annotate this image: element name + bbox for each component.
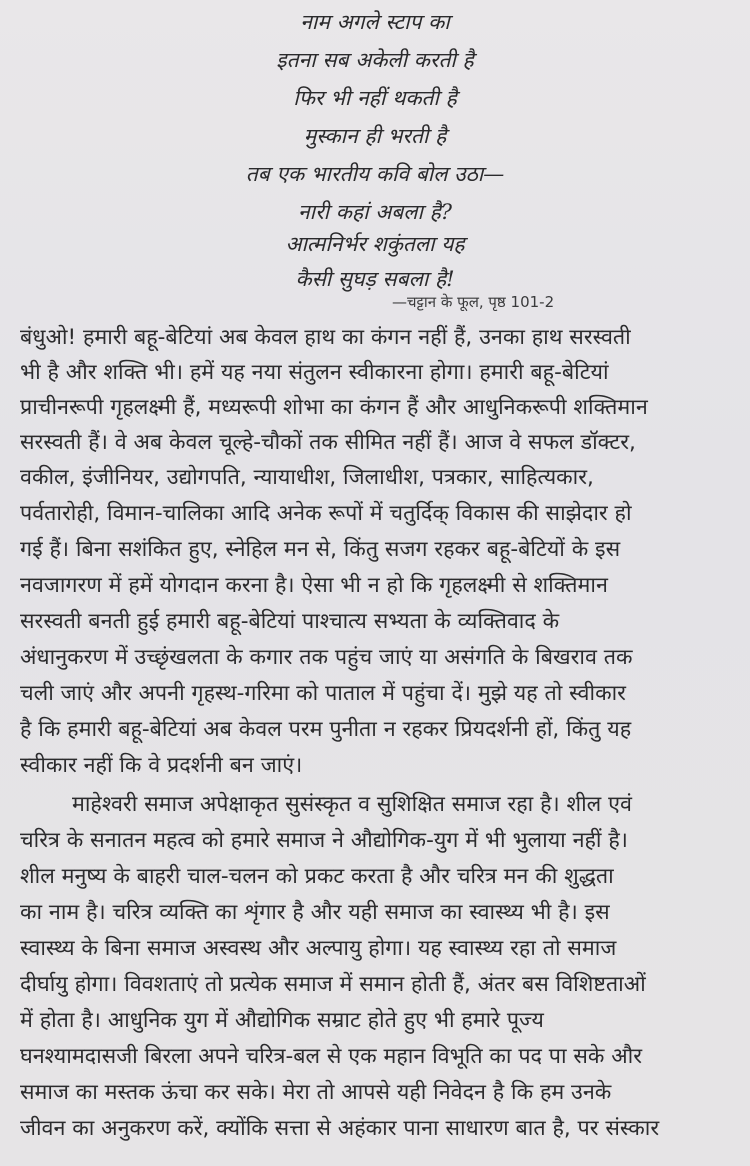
paragraph-line: माहेश्वरी समाज अपेक्षाकृत सुसंस्कृत व सुशिक्षित समाज रहा है। शील एवं — [72, 792, 632, 817]
paragraph-line: चरित्र के सनातन महत्व को हमारे समाज ने औद्योगिक-युग में भी भुलाया नहीं है। — [20, 828, 628, 853]
paragraph-line: प्राचीनरूपी गृहलक्ष्मी हैं, मध्यरूपी शोभा का कंगन हैं और आधुनिकरूपी शक्तिमान — [20, 395, 648, 420]
poem-line: नारी कहां अबला है? — [298, 200, 452, 224]
paragraph-line: अंधानुकरण में उच्छृंखलता के कगार तक पहुंच जाएं या असंगति के बिखराव तक — [20, 645, 633, 670]
paragraph-line: गई हैं। बिना सशंकित हुए, स्नेहिल मन से, किंतु सजग रहकर बहू-बेटियों के इस — [20, 537, 621, 562]
paragraph-line: नवजागरण में हमें योगदान करना है। ऐसा भी न हो कि गृहलक्ष्मी से शक्तिमान — [20, 573, 608, 598]
paragraph-line: सरस्वती बनती हुई हमारी बहू-बेटियां पाश्चात्य सभ्यता के व्यक्तिवाद के — [20, 609, 560, 634]
poem-line: नाम अगले स्टाप का — [300, 10, 450, 34]
paragraph-line: भी है और शक्ति भी। हमें यह नया संतुलन स्वीकारना होगा। हमारी बहू-बेटियां — [20, 360, 609, 385]
poem-line: फिर भी नहीं थकती है — [293, 86, 457, 110]
paragraph-line: सरस्वती हैं। वे अब केवल चूल्हे-चौकों तक सीमित नहीं हैं। आज वे सफल डॉक्टर, — [20, 430, 636, 455]
paragraph-line: में होता है। आधुनिक युग में औद्योगिक सम्राट होते हुए भी हमारे पूज्य — [20, 1008, 544, 1033]
poem-line: मुस्कान ही भरती है — [303, 124, 447, 148]
paragraph-line: बंधुओ! हमारी बहू-बेटियां अब केवल हाथ का कंगन नहीं हैं, उनका हाथ सरस्वती — [20, 325, 631, 350]
poem-line: तब एक भारतीय कवि बोल उठा— — [245, 162, 505, 186]
paragraph-line: है कि हमारी बहू-बेटियां अब केवल परम पुनीता न रहकर प्रियदर्शनी हों, किंतु यह — [20, 717, 632, 742]
paragraph-line: का नाम है। चरित्र व्यक्ति का शृंगार है और यही समाज का स्वास्थ्य भी है। इस — [20, 900, 610, 925]
poem-line: कैसी सुघड़ सबला है! — [295, 267, 455, 291]
paragraph-line: दीर्घायु होगा। विवशताएं तो प्रत्येक समाज में समान होती हैं, अंतर बस विशिष्टताओं — [20, 972, 646, 997]
paragraph-line: शील मनुष्य के बाहरी चाल-चलन को प्रकट करता है और चरित्र मन की शुद्धता — [20, 864, 614, 889]
poem-line: इतना सब अकेली करती है — [276, 48, 474, 72]
paragraph-line: पर्वतारोही, विमान-चालिका आदि अनेक रूपों में चतुर्दिक् विकास की साझेदार हो — [20, 501, 632, 526]
paragraph-line: चली जाएं और अपनी गृहस्थ-गरिमा को पाताल में पहुंचा दें। मुझे यह तो स्वीकार — [20, 681, 626, 706]
paragraph-line: जीवन का अनुकरण करें, क्योंकि सत्ता से अहंकार पाना साधारण बात है, पर संस्कार — [20, 1116, 660, 1141]
paragraph-line: स्वीकार नहीं कि वे प्रदर्शनी बन जाएं। — [20, 753, 303, 778]
paragraph-line: घनश्यामदासजी बिरला अपने चरित्र-बल से एक महान विभूति का पद पा सके और — [20, 1044, 643, 1069]
paragraph-line: स्वास्थ्य के बिना समाज अस्वस्थ और अल्पायु होगा। यह स्वास्थ्य रहा तो समाज — [20, 936, 617, 961]
poem-line: आत्मनिर्भर शकुंतला यह — [285, 232, 465, 256]
paragraph-line: समाज का मस्तक ऊंचा कर सके। मेरा तो आपसे यही निवेदन है कि हम उनके — [20, 1080, 612, 1105]
paragraph-line: वकील, इंजीनियर, उद्योगपति, न्यायाधीश, जिलाधीश, पत्रकार, साहित्यकार, — [20, 465, 594, 490]
poem-citation: —चट्टान के फूल, पृष्ठ 101-2 — [392, 293, 555, 311]
